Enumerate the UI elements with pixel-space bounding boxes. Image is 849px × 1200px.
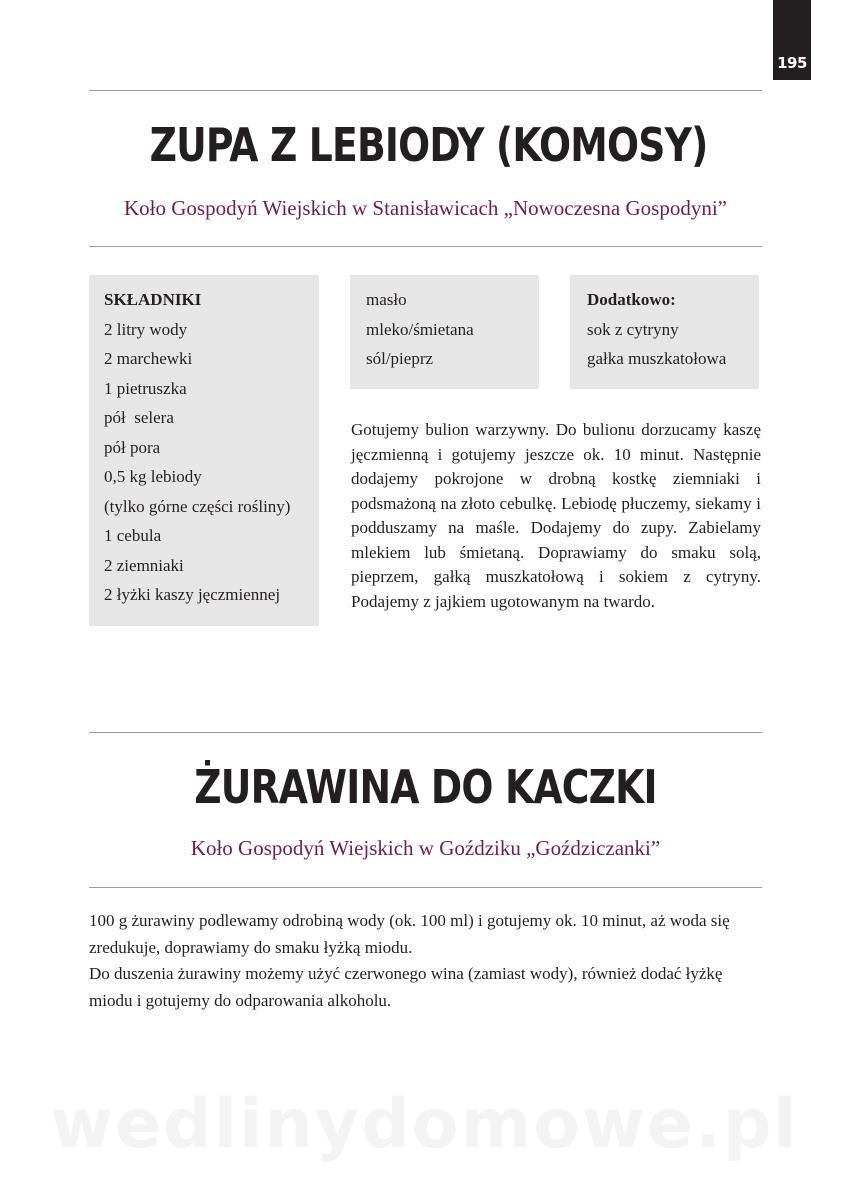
ingredient-item: 2 ziemniaki (104, 555, 184, 575)
recipe2-title: ŻURAWINA DO KACZKI (194, 760, 657, 814)
recipe1-subtitle: Koło Gospodyń Wiejskich w Stanisławicach „Nowoczesna Gospodyni” (124, 196, 727, 220)
more-ingredients-list (366, 285, 539, 374)
extras-list (587, 315, 759, 374)
recipe2-top-divider (89, 732, 762, 733)
ingredient-item: 0,5 kg lebiody (104, 467, 202, 486)
recipe2-divider (89, 887, 762, 888)
ingredient-item: pół selera (104, 408, 174, 427)
recipe1-instructions: Gotujemy bulion warzywny. Do bulionu dorzucamy kaszę jęczmienną i gotujemy jeszcze ok. 10 minut. Następnie dodajemy pokrojone w drobną kostkę ziemniaki i podsmażoną na złoto cebulkę. Lebiodę płuczemy, siekamy i podduszamy na maśle. Dodajemy do zupy. Zabielamy mlekiem lub śmietaną. Doprawiamy do smaku solą, pieprzem, gałką muszkatołową i sokiem z cytryny. Podajemy z jajkiem ugotowanym na twardo. (351, 420, 761, 611)
recipe2-subtitle: Koło Gospodyń Wiejskich w Goździku „Goździczanki” (190, 836, 661, 860)
ingredient-item: 2 litry wody (104, 319, 188, 339)
ingredient-item: 2 marchewki (104, 349, 193, 368)
ingredient-item: (tylko górne części rośliny) (104, 496, 291, 516)
watermark: wedlinydomowe.pl (50, 1085, 799, 1164)
recipe1-divider (89, 246, 762, 247)
ingredients-heading: SKŁADNIKI (104, 290, 202, 309)
page-number-tab (773, 0, 811, 80)
extra-item: gałka muszkatołowa (587, 349, 727, 368)
ingredient-item: mleko/śmietana (366, 319, 474, 339)
ingredient-item: sól/pieprz (366, 349, 434, 368)
ingredient-item: pół pora (104, 437, 161, 457)
ingredients-list (104, 315, 319, 610)
extra-item: sok z cytryny (587, 319, 679, 339)
recipe1-title: ZUPA Z LEBIODY (KOMOSY) (149, 118, 708, 172)
recipe2-paragraph-2: Do duszenia żurawiny możemy użyć czerwonego wina (zamiast wody), również dodać łyżkę miodu i gotujemy do odparowania alkoholu. (89, 964, 723, 1010)
ingredient-item: masło (366, 290, 407, 309)
recipe2-paragraph-1: 100 g żurawiny podlewamy odrobiną wody (ok. 100 ml) i gotujemy ok. 10 minut, aż woda się zredukuje, doprawiamy do smaku łyżką miodu. (89, 911, 730, 957)
ingredient-item: 1 cebula (104, 526, 162, 545)
ingredients-box (89, 275, 319, 626)
ingredient-item: 2 łyżki kaszy jęczmiennej (104, 585, 281, 604)
extras-box (570, 275, 759, 389)
extras-heading: Dodatkowo: (587, 290, 676, 309)
more-ingredients-box (350, 275, 539, 389)
ingredient-item: 1 pietruszka (104, 378, 187, 398)
top-divider (89, 90, 762, 91)
page-number: 195 (777, 54, 807, 72)
